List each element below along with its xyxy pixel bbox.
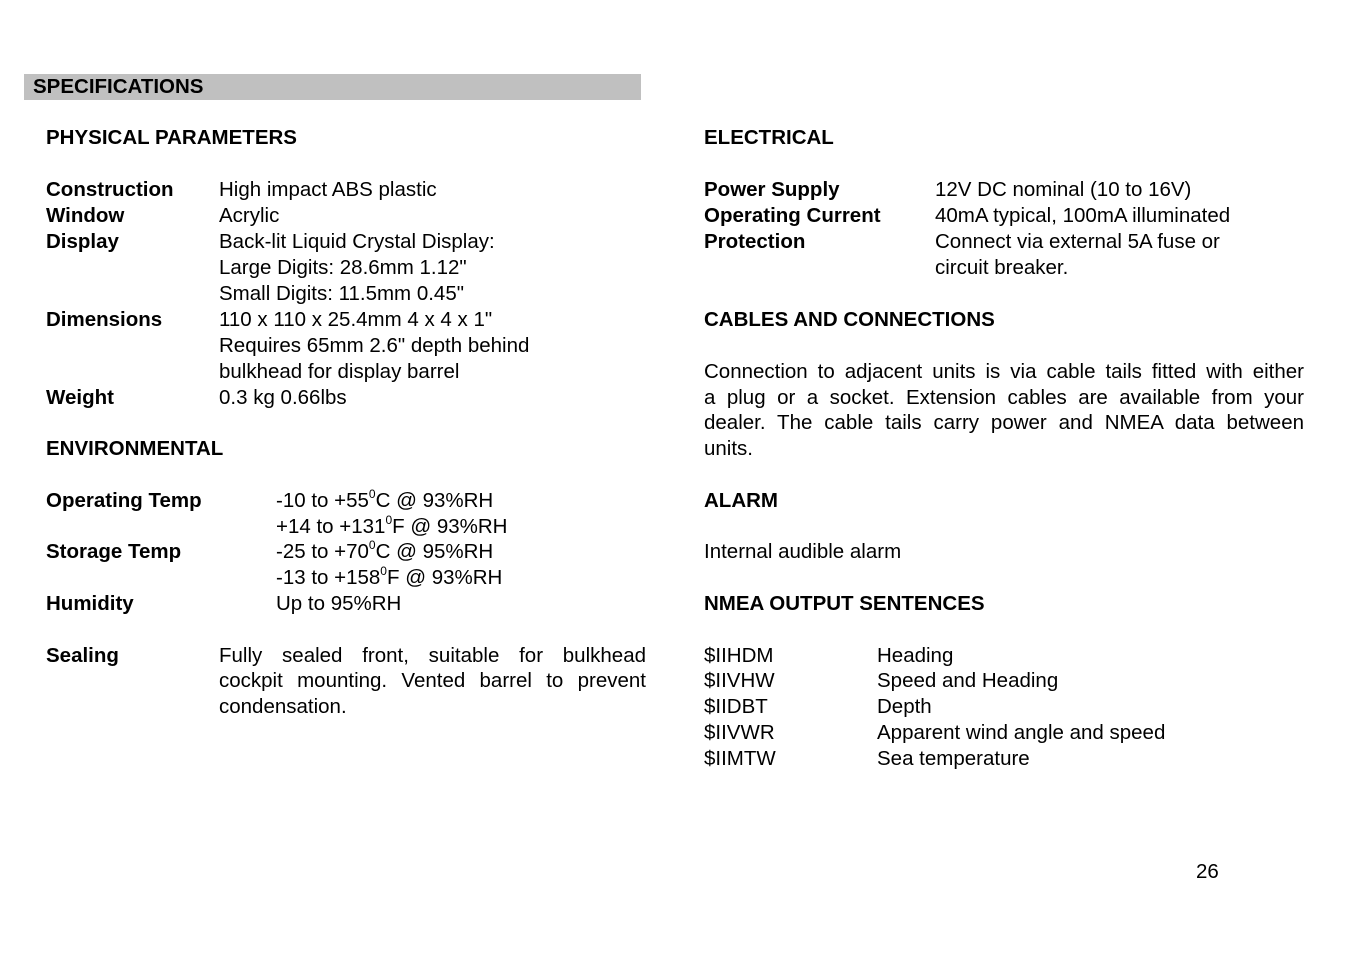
physical-value-dimensions-line1: 110 x 110 x 25.4mm 4 x 4 x 1" bbox=[219, 308, 493, 331]
humidity-value: Up to 95%RH bbox=[276, 592, 402, 615]
electrical-value-power-supply: 12V DC nominal (10 to 16V) bbox=[935, 178, 1192, 201]
sealing-label: Sealing bbox=[46, 644, 119, 667]
electrical-label-protection: Protection bbox=[704, 230, 806, 253]
physical-label-window: Window bbox=[46, 204, 125, 227]
cables-text-line4: units. bbox=[704, 437, 753, 460]
nmea-code-vhw: $IIVHW bbox=[704, 669, 775, 692]
physical-value-display-line1: Back-lit Liquid Crystal Display: bbox=[219, 230, 495, 253]
physical-label-construction: Construction bbox=[46, 178, 174, 201]
electrical-value-operating-current: 40mA typical, 100mA illuminated bbox=[935, 204, 1231, 227]
nmea-desc-mtw: Sea temperature bbox=[877, 747, 1030, 770]
nmea-code-hdm: $IIHDM bbox=[704, 644, 774, 667]
nmea-desc-hdm: Heading bbox=[877, 644, 954, 667]
humidity-label: Humidity bbox=[46, 592, 134, 615]
operating-temp-label: Operating Temp bbox=[46, 489, 202, 512]
environmental-heading: ENVIRONMENTAL bbox=[46, 437, 224, 460]
section-title: SPECIFICATIONS bbox=[33, 75, 204, 98]
section-banner bbox=[24, 74, 641, 100]
nmea-desc-dbt: Depth bbox=[877, 695, 932, 718]
electrical-heading: ELECTRICAL bbox=[704, 126, 834, 149]
physical-label-display: Display bbox=[46, 230, 119, 253]
nmea-desc-vhw: Speed and Heading bbox=[877, 669, 1059, 692]
alarm-text: Internal audible alarm bbox=[704, 540, 902, 563]
physical-value-window: Acrylic bbox=[219, 204, 280, 227]
electrical-value-protection-line2: circuit breaker. bbox=[935, 256, 1069, 279]
electrical-label-operating-current: Operating Current bbox=[704, 204, 881, 227]
nmea-desc-vwr: Apparent wind angle and speed bbox=[877, 721, 1166, 744]
physical-value-display-line2: Large Digits: 28.6mm 1.12" bbox=[219, 256, 467, 279]
cables-heading: CABLES AND CONNECTIONS bbox=[704, 308, 995, 331]
physical-label-weight: Weight bbox=[46, 386, 114, 409]
physical-value-weight: 0.3 kg 0.66lbs bbox=[219, 386, 347, 409]
electrical-label-power-supply: Power Supply bbox=[704, 178, 840, 201]
page-number: 26 bbox=[1196, 860, 1219, 883]
storage-temp-fahrenheit: -13 to $+158^0F$ @ 93%RH bbox=[276, 564, 503, 589]
operating-temp-fahrenheit: +14 to $+131^0F$ @ 93%RH bbox=[276, 513, 508, 538]
physical-label-dimensions: Dimensions bbox=[46, 308, 163, 331]
sealing-value-line2: cockpit mounting. Vented barrel to prevent bbox=[219, 669, 646, 692]
sealing-value-line3: condensation. bbox=[219, 695, 347, 718]
alarm-heading: ALARM bbox=[704, 489, 779, 512]
physical-value-display-line3: Small Digits: 11.5mm 0.45" bbox=[219, 282, 465, 305]
storage-temp-label: Storage Temp bbox=[46, 540, 182, 563]
physical-heading: PHYSICAL PARAMETERS bbox=[46, 126, 297, 149]
physical-value-construction: High impact ABS plastic bbox=[219, 178, 437, 201]
physical-value-dimensions-line2: Requires 65mm 2.6" depth behind bbox=[219, 334, 530, 357]
nmea-heading: NMEA OUTPUT SENTENCES bbox=[704, 592, 985, 615]
cables-text-line1: Connection to adjacent units is via cable tails fitted with either bbox=[704, 360, 1304, 383]
sealing-value-line1: Fully sealed front, suitable for bulkhead bbox=[219, 644, 646, 667]
storage-temp-celsius: -25 to $+70^0C$ @ 95%RH bbox=[276, 538, 494, 563]
cables-text-line3: dealer. The cable tails carry power and NMEA data between bbox=[704, 411, 1304, 434]
cables-text-line2: a plug or a socket. Extension cables are available from your bbox=[704, 386, 1304, 409]
nmea-code-dbt: $IIDBT bbox=[704, 695, 768, 718]
operating-temp-celsius: -10 to $+55^0C$ @ 93%RH bbox=[276, 487, 494, 512]
nmea-code-vwr: $IIVWR bbox=[704, 721, 775, 744]
physical-value-dimensions-line3: bulkhead for display barrel bbox=[219, 360, 460, 383]
electrical-value-protection-line1: Connect via external 5A fuse or bbox=[935, 230, 1220, 253]
nmea-code-mtw: $IIMTW bbox=[704, 747, 776, 770]
